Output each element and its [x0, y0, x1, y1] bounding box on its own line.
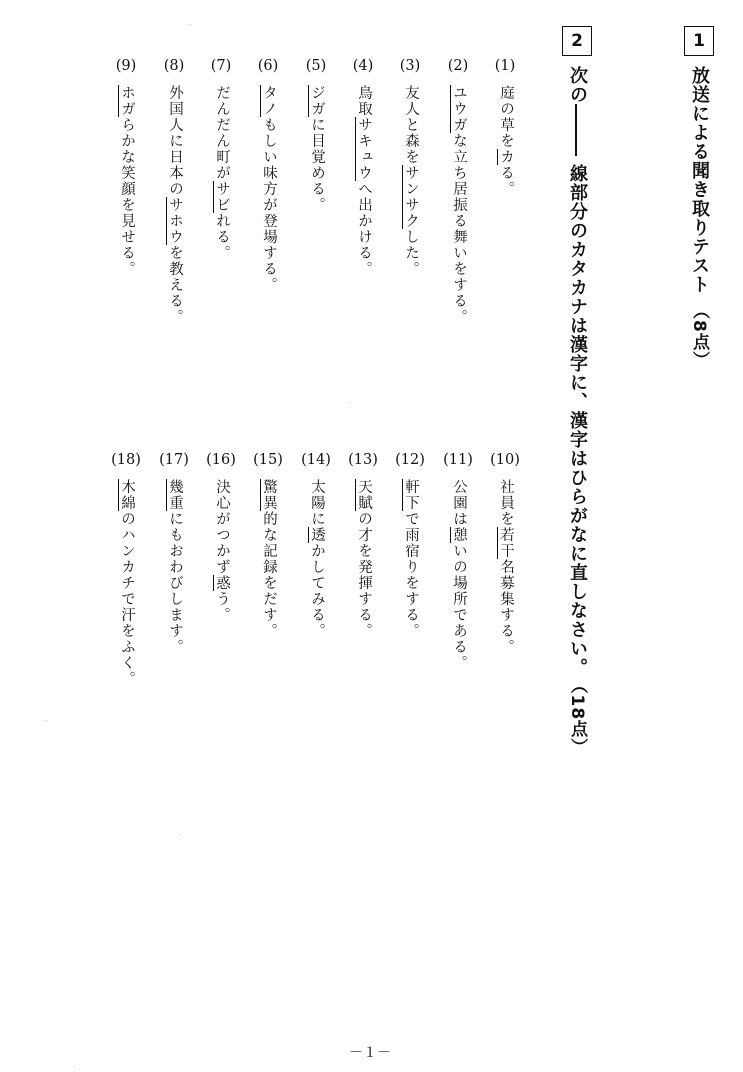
question-text	[212, 479, 233, 623]
section2-points: （18点）	[567, 685, 587, 757]
section2-number-box	[562, 26, 592, 56]
question-post: な立ち居振る舞いをする。	[451, 133, 467, 325]
question-number: (3)	[399, 58, 421, 74]
question-text	[307, 479, 328, 639]
scan-speck	[74, 1066, 75, 1067]
section1-title-text: 放送による聞き取りテスト	[689, 66, 710, 294]
question-post: へ出かける。	[356, 181, 372, 277]
question-number: (10)	[490, 452, 520, 468]
question-pre: 社員を	[498, 479, 514, 527]
question-pre: だんだん町が	[214, 85, 230, 181]
question-pre: 公園は	[451, 479, 467, 527]
section2-number: 2	[571, 31, 583, 51]
question-post: にもおわびします。	[167, 511, 183, 655]
question-text	[165, 479, 186, 655]
question-number: (9)	[115, 58, 137, 74]
question-target-underlined: サビ	[214, 181, 230, 213]
question-target-underlined: 惑	[214, 575, 230, 591]
question-post: した。	[403, 229, 419, 277]
question-post: う。	[214, 591, 230, 623]
scan-speck	[46, 720, 47, 721]
page-number: －１－	[349, 1045, 391, 1061]
question-target-underlined: 木綿	[119, 479, 135, 511]
question-post: もしい味方が登場する。	[261, 117, 277, 293]
question-text	[117, 85, 138, 277]
question-target-underlined: ジガ	[309, 85, 325, 117]
question-number: (2)	[447, 58, 469, 74]
question-number: (4)	[352, 58, 374, 74]
section1-number: 1	[693, 31, 705, 51]
question-target-underlined: ユウガ	[451, 85, 467, 133]
scan-speck	[190, 24, 191, 25]
question-post: のハンカチで汗をふく。	[119, 511, 135, 687]
question-text	[117, 479, 138, 687]
section2-instruction-prefix: 次の	[567, 66, 588, 104]
question-text	[259, 479, 280, 639]
question-target-underlined: 幾重	[167, 479, 183, 511]
question-number: (6)	[257, 58, 279, 74]
question-text	[496, 479, 517, 655]
question-target-underlined: サホウ	[167, 197, 183, 245]
question-target-underlined: サキュウ	[356, 117, 372, 181]
question-text	[354, 85, 375, 277]
question-pre: 庭の草を	[498, 85, 514, 149]
question-target-underlined: 憩	[451, 527, 467, 543]
question-target-underlined: 透	[309, 527, 325, 543]
question-number: (17)	[159, 452, 189, 468]
question-target-underlined: カ	[498, 149, 514, 165]
question-pre: 決心がつかず	[214, 479, 230, 575]
scan-speck	[180, 834, 181, 835]
section2-instruction-suffix: 線部分のカタカナは漢字に、漢字はひらがなに直しなさい。	[567, 164, 588, 677]
question-text	[307, 85, 328, 213]
section1-title	[686, 66, 712, 369]
question-text	[259, 85, 280, 293]
question-target-underlined: ホガ	[119, 85, 135, 117]
question-text	[401, 85, 422, 277]
question-number: (16)	[206, 452, 236, 468]
question-target-underlined: 若干	[498, 527, 514, 559]
question-text	[165, 85, 186, 325]
question-post: る。	[498, 165, 514, 197]
question-number: (11)	[443, 452, 473, 468]
question-text	[354, 479, 375, 639]
question-number: (1)	[494, 58, 516, 74]
question-number: (18)	[111, 452, 141, 468]
question-post: 名募集する。	[498, 559, 514, 655]
question-post: 的な記録をだす。	[261, 511, 277, 639]
section1-points: （8点）	[689, 302, 709, 369]
question-post: の才を発揮する。	[356, 511, 372, 639]
scan-speck	[350, 402, 351, 403]
question-number: (7)	[210, 58, 232, 74]
section2-instruction	[564, 164, 590, 756]
question-post: れる。	[214, 213, 230, 261]
question-target-underlined: 驚異	[261, 479, 277, 511]
question-number: (15)	[253, 452, 283, 468]
question-number: (13)	[348, 452, 378, 468]
question-text	[496, 85, 517, 197]
question-post: を教える。	[167, 245, 183, 325]
question-pre: 外国人に日本の	[167, 85, 183, 197]
question-post: らかな笑顔を見せる。	[119, 117, 135, 277]
question-text	[449, 479, 470, 671]
question-number: (5)	[305, 58, 327, 74]
instruction-underline-sample	[575, 104, 577, 156]
question-number: (12)	[395, 452, 425, 468]
section1-number-box	[684, 26, 714, 56]
question-target-underlined: 軒下	[403, 479, 419, 511]
question-pre: 友人と森を	[403, 85, 419, 165]
question-target-underlined: 天賦	[356, 479, 372, 511]
question-post: いの場所である。	[451, 543, 467, 671]
question-post: に目覚める。	[309, 117, 325, 213]
question-pre: 太陽に	[309, 479, 325, 527]
question-number: (14)	[301, 452, 331, 468]
question-pre: 鳥取	[356, 85, 372, 117]
question-target-underlined: サンサク	[403, 165, 419, 229]
question-target-underlined: タノ	[261, 85, 277, 117]
question-text	[212, 85, 233, 261]
question-text	[401, 479, 422, 639]
question-number: (8)	[163, 58, 185, 74]
question-post: で雨宿りをする。	[403, 511, 419, 639]
question-text	[449, 85, 470, 325]
question-post: かしてみる。	[309, 543, 325, 639]
